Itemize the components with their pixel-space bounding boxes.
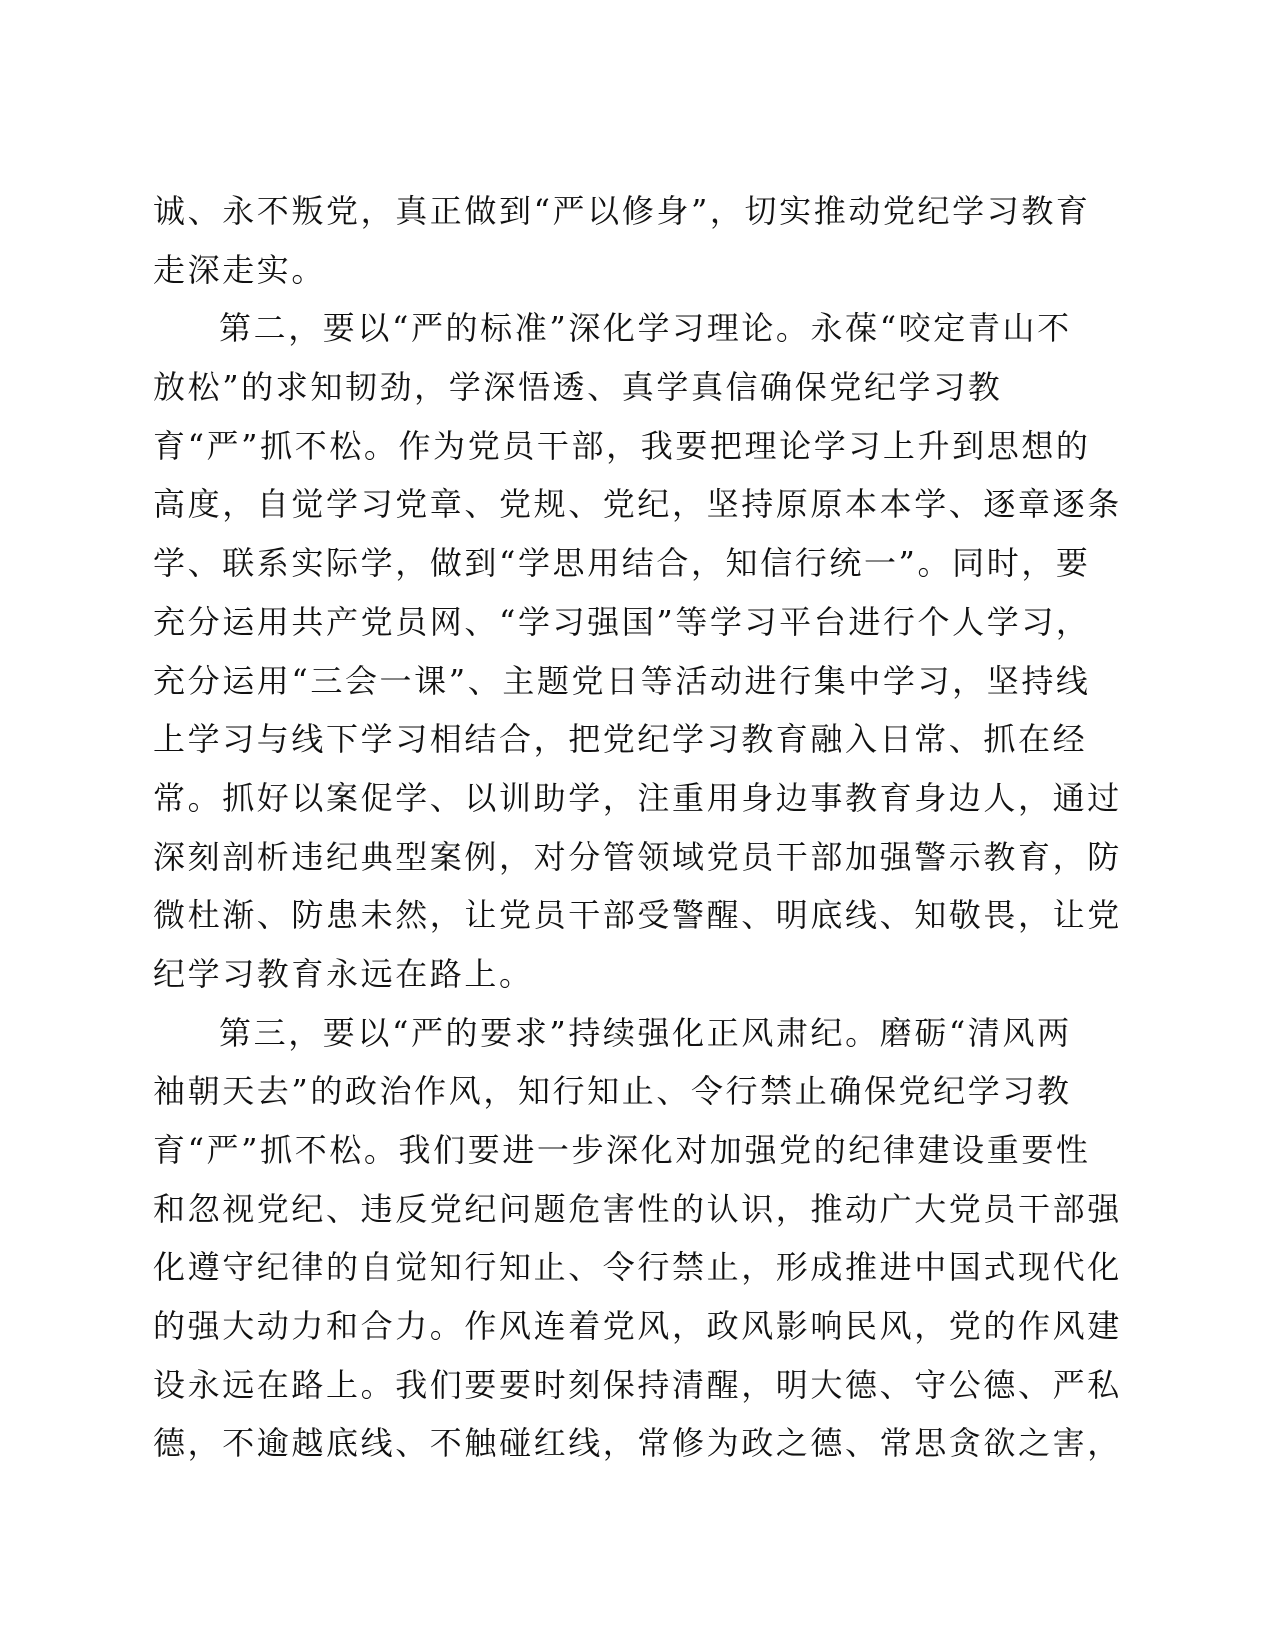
text-line-8: 充分运用共产党员网、“学习强国”等学习平台进行个人学习， — [153, 602, 1091, 641]
text-line-1: 诚、永不叛党，真正做到“严以修身”，切实推动党纪学习教育 — [153, 192, 1091, 230]
text-line-19: 化遵守纪律的自觉知行知止、令行禁止，形成推进中国式现代化 — [153, 1248, 1122, 1287]
text-line-13: 微杜渐、防患未然，让党员干部受警醒、明底线、知敬畏，让党 — [153, 896, 1122, 935]
text-line-18: 和忽视党纪、违反党纪问题危害性的认识，推动广大党员干部强 — [153, 1189, 1122, 1228]
text-line-14: 纪学习教育永远在路上。 — [153, 954, 534, 993]
text-line-6: 高度，自觉学习党章、党规、党纪，坚持原原本本学、逐章逐条 — [153, 485, 1122, 524]
body-text — [153, 182, 1122, 1473]
text-line-11: 常。抓好以案促学、以训助学，注重用身边事教育身边人，通过 — [153, 778, 1122, 817]
text-line-20: 的强大动力和合力。作风连着党风，政风影响民风，党的作风建 — [153, 1307, 1122, 1346]
text-line-3: 第二，要以“严的标准”深化学习理论。永葆“咬定青山不 — [219, 309, 1072, 348]
text-line-10: 上学习与线下学习相结合，把党纪学习教育融入日常、抓在经 — [153, 720, 1088, 759]
text-line-12: 深刻剖析违纪典型案例，对分管领域党员干部加强警示教育，防 — [153, 837, 1122, 876]
text-line-16: 袖朝天去”的政治作风，知行知止、令行禁止确保党纪学习教 — [153, 1072, 1072, 1111]
text-line-2: 走深走实。 — [153, 250, 327, 289]
text-line-17: 育“严”抓不松。我们要进一步深化对加强党的纪律建设重要性 — [153, 1131, 1091, 1169]
text-line-21: 设永远在路上。我们要要时刻保持清醒，明大德、守公德、严私 — [153, 1365, 1122, 1404]
text-line-15: 第三，要以“严的要求”持续强化正风肃纪。磨砺“清风两 — [219, 1013, 1072, 1052]
text-line-22: 德，不逾越底线、不触碰红线，常修为政之德、常思贪欲之害， — [153, 1424, 1122, 1463]
text-line-9: 充分运用“三会一课”、主题党日等活动进行集中学习，坚持线 — [153, 661, 1091, 700]
text-line-5: 育“严”抓不松。作为党员干部，我要把理论学习上升到思想的 — [153, 426, 1091, 465]
text-line-4: 放松”的求知韧劲，学深悟透、真学真信确保党纪学习教 — [153, 368, 1003, 407]
text-line-7: 学、联系实际学，做到“学思用结合，知信行统一”。同时，要 — [153, 544, 1091, 583]
